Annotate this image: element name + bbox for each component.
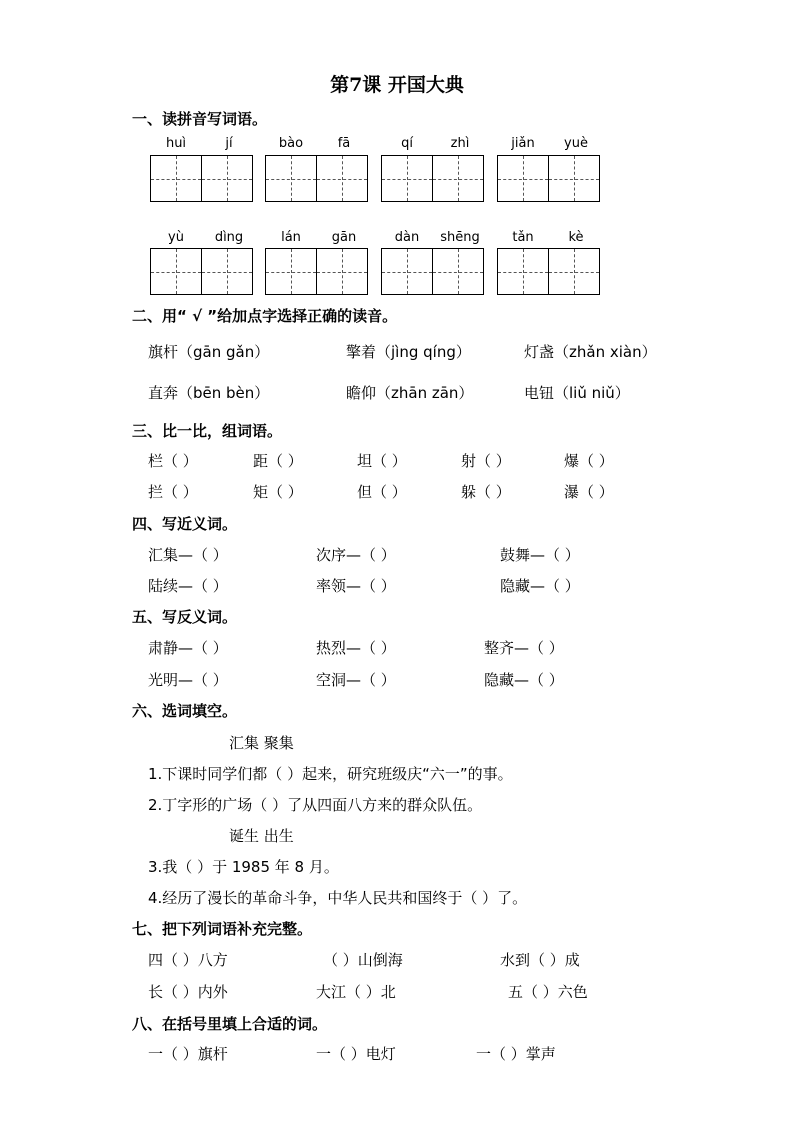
- idiom-item[interactable]: 水到（ ）成: [500, 951, 580, 969]
- page-title: 第7课 开国大典: [330, 74, 464, 96]
- pronunciation-item: 直奔（bēn bèn）: [148, 384, 270, 402]
- section-5-heading: 五、写反义词。: [132, 608, 238, 626]
- compare-item[interactable]: 但（ ）: [357, 483, 407, 501]
- pinyin-label: jí: [225, 136, 233, 151]
- synonym-item[interactable]: 次序—（ ）: [316, 546, 396, 564]
- pinyin-label: bào: [278, 136, 304, 151]
- writing-grid[interactable]: [150, 248, 253, 295]
- fill-sentence[interactable]: 1.下课时同学们都（ ）起来，研究班级庆“六一”的事。: [148, 765, 513, 783]
- pinyin-label: tǎn: [512, 230, 534, 245]
- writing-grid[interactable]: [497, 248, 600, 295]
- antonym-item[interactable]: 热烈—（ ）: [316, 639, 396, 657]
- antonym-item[interactable]: 肃静—（ ）: [148, 639, 228, 657]
- pinyin-label: fā: [337, 136, 351, 151]
- fill-sentence[interactable]: 4.经历了漫长的革命斗争，中华人民共和国终于（ ）了。: [148, 889, 528, 907]
- section-3-heading: 三、比一比，组词语。: [132, 422, 283, 440]
- writing-grid[interactable]: [265, 155, 368, 202]
- pinyin-label: dìng: [214, 230, 244, 245]
- compare-item[interactable]: 拦（ ）: [148, 483, 198, 501]
- synonym-item[interactable]: 率领—（ ）: [316, 577, 396, 595]
- pronunciation-item: 旗杆（gān gǎn）: [148, 343, 270, 361]
- section-4-heading: 四、写近义词。: [132, 515, 238, 533]
- measure-word-item[interactable]: 一（ ）旗杆: [148, 1045, 228, 1063]
- fill-sentence[interactable]: 2.丁字形的广场（ ）了从四面八方来的群众队伍。: [148, 796, 483, 814]
- pinyin-label: kè: [568, 230, 584, 245]
- compare-item[interactable]: 躲（ ）: [461, 483, 511, 501]
- synonym-item[interactable]: 隐藏—（ ）: [500, 577, 580, 595]
- pinyin-label: huì: [165, 136, 187, 151]
- writing-grid[interactable]: [150, 155, 253, 202]
- compare-item[interactable]: 距（ ）: [253, 452, 303, 470]
- antonym-item[interactable]: 整齐—（ ）: [484, 639, 564, 657]
- pinyin-label: dàn: [394, 230, 420, 245]
- antonym-item[interactable]: 空洞—（ ）: [316, 671, 396, 689]
- word-choices: 汇集 聚集: [229, 734, 294, 752]
- compare-item[interactable]: 爆（ ）: [564, 452, 614, 470]
- pronunciation-item: 擎着（jìng qíng）: [346, 343, 471, 361]
- section-8-heading: 八、在括号里填上合适的词。: [132, 1015, 328, 1033]
- writing-grid[interactable]: [497, 155, 600, 202]
- pronunciation-item: 瞻仰（zhān zān）: [346, 384, 474, 402]
- measure-word-item[interactable]: 一（ ）电灯: [316, 1045, 396, 1063]
- fill-sentence[interactable]: 3.我（ ）于 1985 年 8 月。: [148, 858, 339, 876]
- compare-item[interactable]: 瀑（ ）: [564, 483, 614, 501]
- synonym-item[interactable]: 鼓舞—（ ）: [500, 546, 580, 564]
- pinyin-label: yuè: [564, 136, 588, 151]
- idiom-item[interactable]: 长（ ）内外: [148, 983, 228, 1001]
- section-7-heading: 七、把下列词语补充完整。: [132, 920, 313, 938]
- idiom-item[interactable]: （ ）山倒海: [323, 951, 403, 969]
- compare-item[interactable]: 矩（ ）: [253, 483, 303, 501]
- pinyin-label: lán: [281, 230, 301, 245]
- compare-item[interactable]: 射（ ）: [461, 452, 511, 470]
- pronunciation-item: 灯盏（zhǎn xiàn）: [524, 343, 657, 361]
- pinyin-label: zhì: [450, 136, 470, 151]
- section-2-heading: 二、用“ √ ”给加点字选择正确的读音。: [132, 307, 398, 325]
- writing-grid[interactable]: [381, 155, 484, 202]
- synonym-item[interactable]: 陆续—（ ）: [148, 577, 228, 595]
- pinyin-label: yù: [168, 230, 184, 245]
- pronunciation-item: 电钮（liǔ niǔ）: [524, 384, 630, 402]
- antonym-item[interactable]: 光明—（ ）: [148, 671, 228, 689]
- idiom-item[interactable]: 四（ ）八方: [148, 951, 228, 969]
- idiom-item[interactable]: 大江（ ）北: [316, 983, 396, 1001]
- writing-grid[interactable]: [265, 248, 368, 295]
- word-choices: 诞生 出生: [229, 827, 294, 845]
- idiom-item[interactable]: 五（ ）六色: [508, 983, 588, 1001]
- compare-item[interactable]: 栏（ ）: [148, 452, 198, 470]
- pinyin-label: gān: [331, 230, 357, 245]
- antonym-item[interactable]: 隐藏—（ ）: [484, 671, 564, 689]
- pinyin-label: qí: [401, 136, 413, 151]
- compare-item[interactable]: 坦（ ）: [357, 452, 407, 470]
- section-6-heading: 六、选词填空。: [132, 702, 238, 720]
- writing-grid[interactable]: [381, 248, 484, 295]
- pinyin-label: shēng: [440, 230, 480, 245]
- pinyin-label: jiǎn: [511, 136, 535, 151]
- measure-word-item[interactable]: 一（ ）掌声: [476, 1045, 556, 1063]
- synonym-item[interactable]: 汇集—（ ）: [148, 546, 228, 564]
- section-1-heading: 一、读拼音写词语。: [132, 110, 268, 128]
